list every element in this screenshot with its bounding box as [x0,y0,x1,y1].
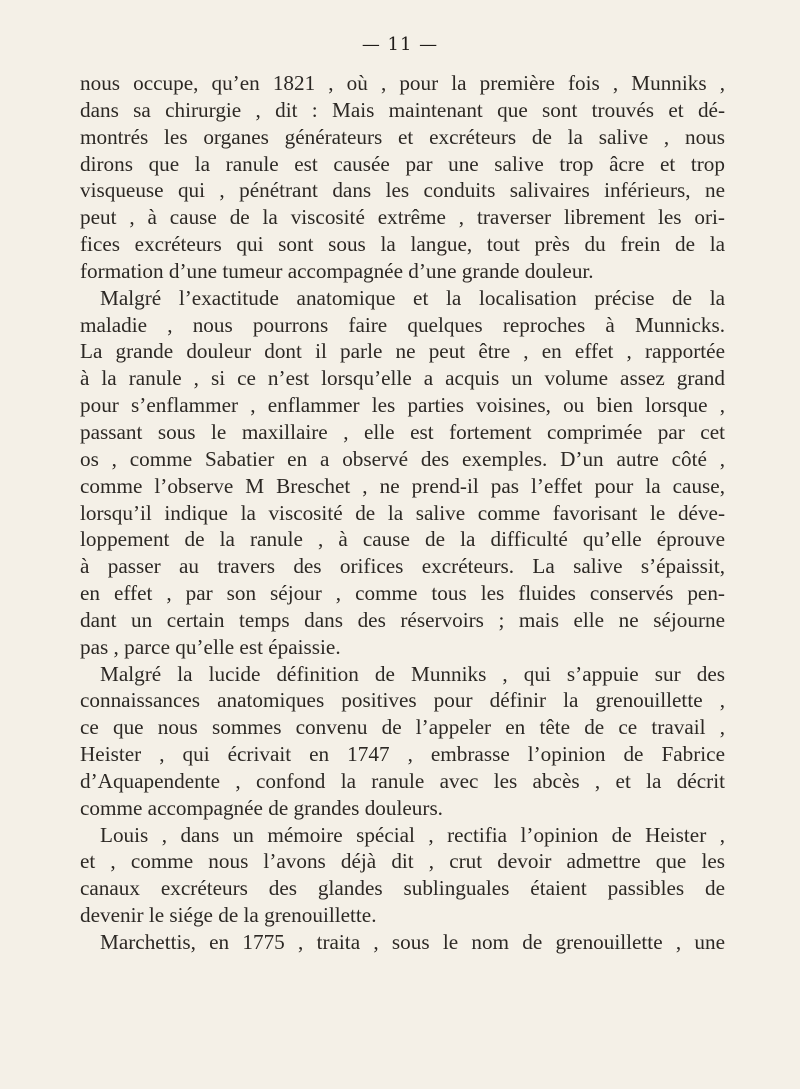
text-line: maladie , nous pourrons faire quelques reproches à Munnicks. [80,312,725,337]
text-line: Louis , dans un mémoire spécial , rectifia l’opinion de Heister , [100,822,725,847]
paragraph [80,929,725,956]
paragraph [80,822,725,929]
text-line: nous occupe, qu’en 1821 , où , pour la première fois , Munniks , [80,71,725,95]
text-line: dant un certain temps dans des réservoirs ; mais elle ne séjourne [80,607,725,632]
text-line: os , comme Sabatier en a observé des exemples. D’un autre côté , [80,446,725,471]
text-line: Malgré l’exactitude anatomique et la localisation précise de la [100,285,725,310]
text-line: visqueuse qui , pénétrant dans les conduits salivaires inférieurs, ne [80,178,725,203]
text-line: à passer au travers des orifices excréteurs. La salive s’épaissit, [80,554,725,579]
text-line: peut , à cause de la viscosité extrême , traverser librement les ori- [80,205,725,230]
paragraph [80,285,725,661]
text-line: en effet , par son séjour , comme tous les fluides conservés pen- [80,581,725,606]
text-line: Heister , qui écrivait en 1747 , embrasse l’opinion de Fabrice [80,742,725,767]
text-line: comme l’observe M Breschet , ne prend-il pas l’effet pour la cause, [80,473,725,498]
text-line: dirons que la ranule est causée par une salive trop âcre et trop [80,151,725,176]
text-line: devenir le siége de la grenouillette. [80,903,377,928]
text-line: fices excréteurs qui sont sous la langue, tout près du frein de la [80,232,725,257]
text-line: à la ranule , si ce n’est lorsqu’elle a acquis un volume assez grand [80,366,725,391]
text-line: connaissances anatomiques positives pour définir la grenouillette , [80,688,725,713]
text-line: pour s’enflammer , enflammer les parties voisines, ou bien lorsque , [80,393,725,418]
text-line: comme accompagnée de grandes douleurs. [80,795,443,820]
page-number: — 11 — [361,34,439,55]
text-line: La grande douleur dont il parle ne peut être , en effet , rapportée [80,339,725,364]
text-line: pas , parce qu’elle est épaissie. [80,634,341,659]
text-line: loppement de la ranule , à cause de la difficulté qu’elle éprouve [80,527,725,552]
text-line: Marchettis, en 1775 , traita , sous le nom de grenouillette , une [100,930,725,954]
text-line: dans sa chirurgie , dit : Mais maintenant que sont trouvés et dé- [80,97,725,122]
text-line: d’Aquapendente , confond la ranule avec les abcès , et la décrit [80,768,725,793]
text-line: montrés les organes générateurs et excréteurs de la salive , nous [80,124,725,149]
text-line: formation d’une tumeur accompagnée d’une grande douleur. [80,258,594,283]
text-line: canaux excréteurs des glandes sublinguales étaient passibles de [80,876,725,901]
paragraph [80,661,725,822]
paragraph [80,70,725,285]
text-line: et , comme nous l’avons déjà dit , crut devoir admettre que les [80,849,725,874]
text-line: passant sous le maxillaire , elle est fortement comprimée par cet [80,419,725,444]
text-line: ce que nous sommes convenu de l’appeler en tête de ce travail , [80,715,725,740]
text-line: lorsqu’il indique la viscosité de la salive comme favorisant le déve- [80,500,725,525]
body-text [80,70,725,956]
text-line: Malgré la lucide définition de Munniks , qui s’appuie sur des [100,661,725,686]
